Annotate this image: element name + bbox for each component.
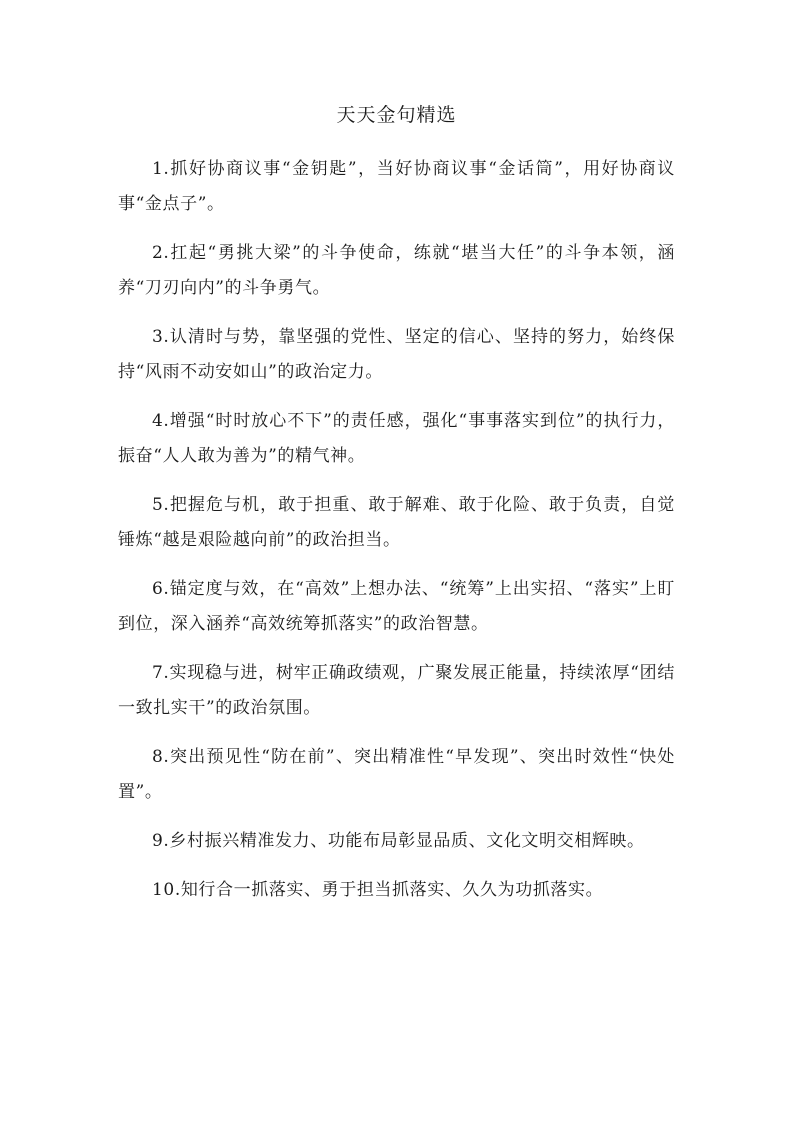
quote-item-5: 5.把握危与机，敢于担重、敢于解难、敢于化险、敢于负责，自觉锤炼“越是艰险越向前”的政治担当。 [118, 495, 675, 550]
quote-item-3: 3.认清时与势，靠坚强的党性、坚定的信心、坚持的努力，始终保持“风雨不动安如山”的政治定力。 [118, 327, 675, 382]
document-title: 天天金句精选 [336, 104, 457, 126]
quote-item-10: 10.知行合一抓落实、勇于担当抓落实、久久为功抓落实。 [152, 880, 604, 900]
quote-item-1: 1.抓好协商议事“金钥匙”，当好协商议事“金话筒”，用好协商议事“金点子”。 [118, 159, 675, 214]
quote-item-7: 7.实现稳与进，树牢正确政绩观，广聚发展正能量，持续浓厚“团结一致扎实干”的政治氛围。 [118, 663, 675, 718]
quote-item-9: 9.乡村振兴精准发力、功能布局彰显品质、文化文明交相辉映。 [152, 831, 645, 851]
quote-item-8: 8.突出预见性“防在前”、突出精准性“早发现”、突出时效性“快处置”。 [118, 747, 675, 802]
quote-item-6: 6.锚定度与效，在“高效”上想办法、“统筹”上出实招、“落实”上盯到位，深入涵养“高效统筹抓落实”的政治智慧。 [118, 579, 675, 634]
quote-item-4: 4.增强“时时放心不下”的责任感，强化“事事落实到位”的执行力，振奋“人人敢为善为”的精气神。 [118, 411, 675, 466]
quote-list [118, 152, 675, 922]
quote-item-2: 2.扛起“勇挑大梁”的斗争使命，练就“堪当大任”的斗争本领，涵养“刀刃向内”的斗争勇气。 [118, 243, 675, 298]
